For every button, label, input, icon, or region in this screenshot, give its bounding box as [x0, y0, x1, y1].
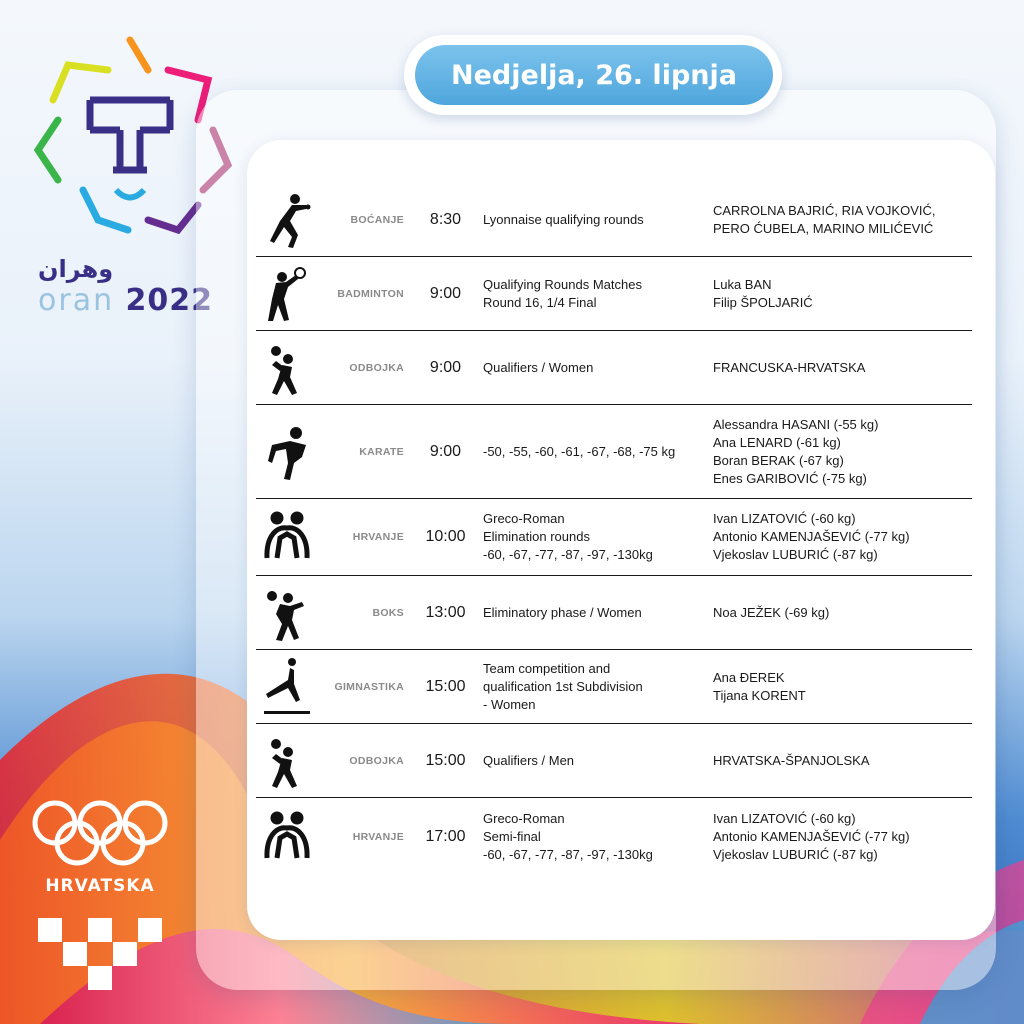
athletes: Ana ĐEREK Tijana KORENT — [713, 669, 806, 703]
schedule-row — [256, 650, 972, 724]
athletes: Ivan LIZATOVIĆ (-60 kg) Antonio KAMENJAŠEVIĆ (-77 kg) Vjekoslav LUBURIĆ (-87 kg) — [713, 810, 910, 862]
event-time: 9:00 — [429, 358, 462, 376]
event-time: 9:00 — [429, 442, 462, 460]
sport-name: HRVANJE — [352, 830, 404, 843]
wrestling-icon — [256, 798, 318, 875]
sport-name: GIMNASTIKA — [334, 680, 404, 693]
athletes: Alessandra HASANI (-55 kg) Ana LENARD (-61 kg) Boran BERAK (-67 kg) Enes GARIBOVIĆ (-75 kg) — [713, 416, 879, 486]
gymnastics-icon — [256, 650, 318, 723]
event-description: Greco-Roman Elimination rounds -60, -67, -77, -87, -97, -130kg — [483, 511, 653, 562]
athletes: CARROLNA BAJRIĆ, RIA VOJKOVIĆ, PERO ĆUBELA, MARINO MILIĆEVIĆ — [713, 202, 936, 236]
athletes: Noa JEŽEK (-69 kg) — [713, 604, 830, 620]
volleyball-icon — [256, 724, 318, 797]
logo-arabic-text: وهران — [38, 255, 114, 283]
volleyball-icon — [256, 331, 318, 404]
schedule-row — [256, 257, 972, 331]
schedule-row — [256, 798, 972, 875]
event-time: 13:00 — [425, 603, 466, 621]
event-description: Qualifiers / Men — [483, 752, 575, 768]
boules-icon — [256, 183, 318, 256]
event-description: -50, -55, -60, -61, -67, -68, -75 kg — [483, 443, 676, 459]
sport-name: ODBOJKA — [349, 361, 404, 374]
boxing-icon — [256, 576, 318, 649]
logo-year: 2022 — [125, 283, 214, 318]
event-time: 8:30 — [429, 210, 462, 228]
athletes: HRVATSKA-ŠPANJOLSKA — [713, 752, 870, 768]
sport-name: BOKS — [372, 606, 404, 619]
sport-name: HRVANJE — [352, 531, 404, 543]
event-description: Team competition and qualification 1st Subdivision - Women — [483, 660, 643, 712]
athletes: Luka BAN Filip ŠPOLJARIĆ — [713, 276, 813, 310]
schedule-row — [256, 405, 972, 499]
checkerboard-icon — [38, 918, 162, 990]
event-time: 10:00 — [425, 528, 466, 545]
event-time: 15:00 — [425, 677, 466, 695]
olympic-rings-icon — [30, 798, 170, 868]
wrestling-icon — [256, 499, 318, 575]
event-time: 17:00 — [425, 827, 466, 845]
karate-icon — [256, 405, 318, 498]
athletes: FRANCUSKA-HRVATSKA — [713, 359, 866, 375]
sport-name: BOĆANJE — [350, 213, 404, 226]
event-time: 9:00 — [429, 284, 462, 302]
sport-name: KARATE — [359, 445, 404, 458]
logo-word: oran — [38, 283, 115, 318]
event-time: 15:00 — [425, 751, 466, 769]
country-label: HRVATSKA — [45, 876, 155, 896]
event-description: Greco-Roman Semi-final -60, -67, -77, -87, -97, -130kg — [483, 810, 653, 862]
date-header: Nedjelja, 26. lipnja — [415, 45, 773, 105]
schedule-row — [256, 183, 972, 257]
schedule-table — [256, 183, 972, 875]
event-description: Qualifying Rounds Matches Round 16, 1/4 Final — [483, 276, 642, 310]
schedule-row — [256, 576, 972, 650]
athletes: Ivan LIZATOVIĆ (-60 kg) Antonio KAMENJAŠEVIĆ (-77 kg) Vjekoslav LUBURIĆ (-87 kg) — [713, 511, 910, 562]
event-description: Eliminatory phase / Women — [483, 604, 642, 620]
sport-name: BADMINTON — [337, 287, 404, 300]
badminton-icon — [256, 257, 318, 330]
schedule-row — [256, 499, 972, 576]
sport-name: ODBOJKA — [349, 754, 404, 767]
schedule-row — [256, 331, 972, 405]
schedule-row — [256, 724, 972, 798]
event-description: Qualifiers / Women — [483, 359, 594, 375]
event-description: Lyonnaise qualifying rounds — [483, 211, 644, 227]
